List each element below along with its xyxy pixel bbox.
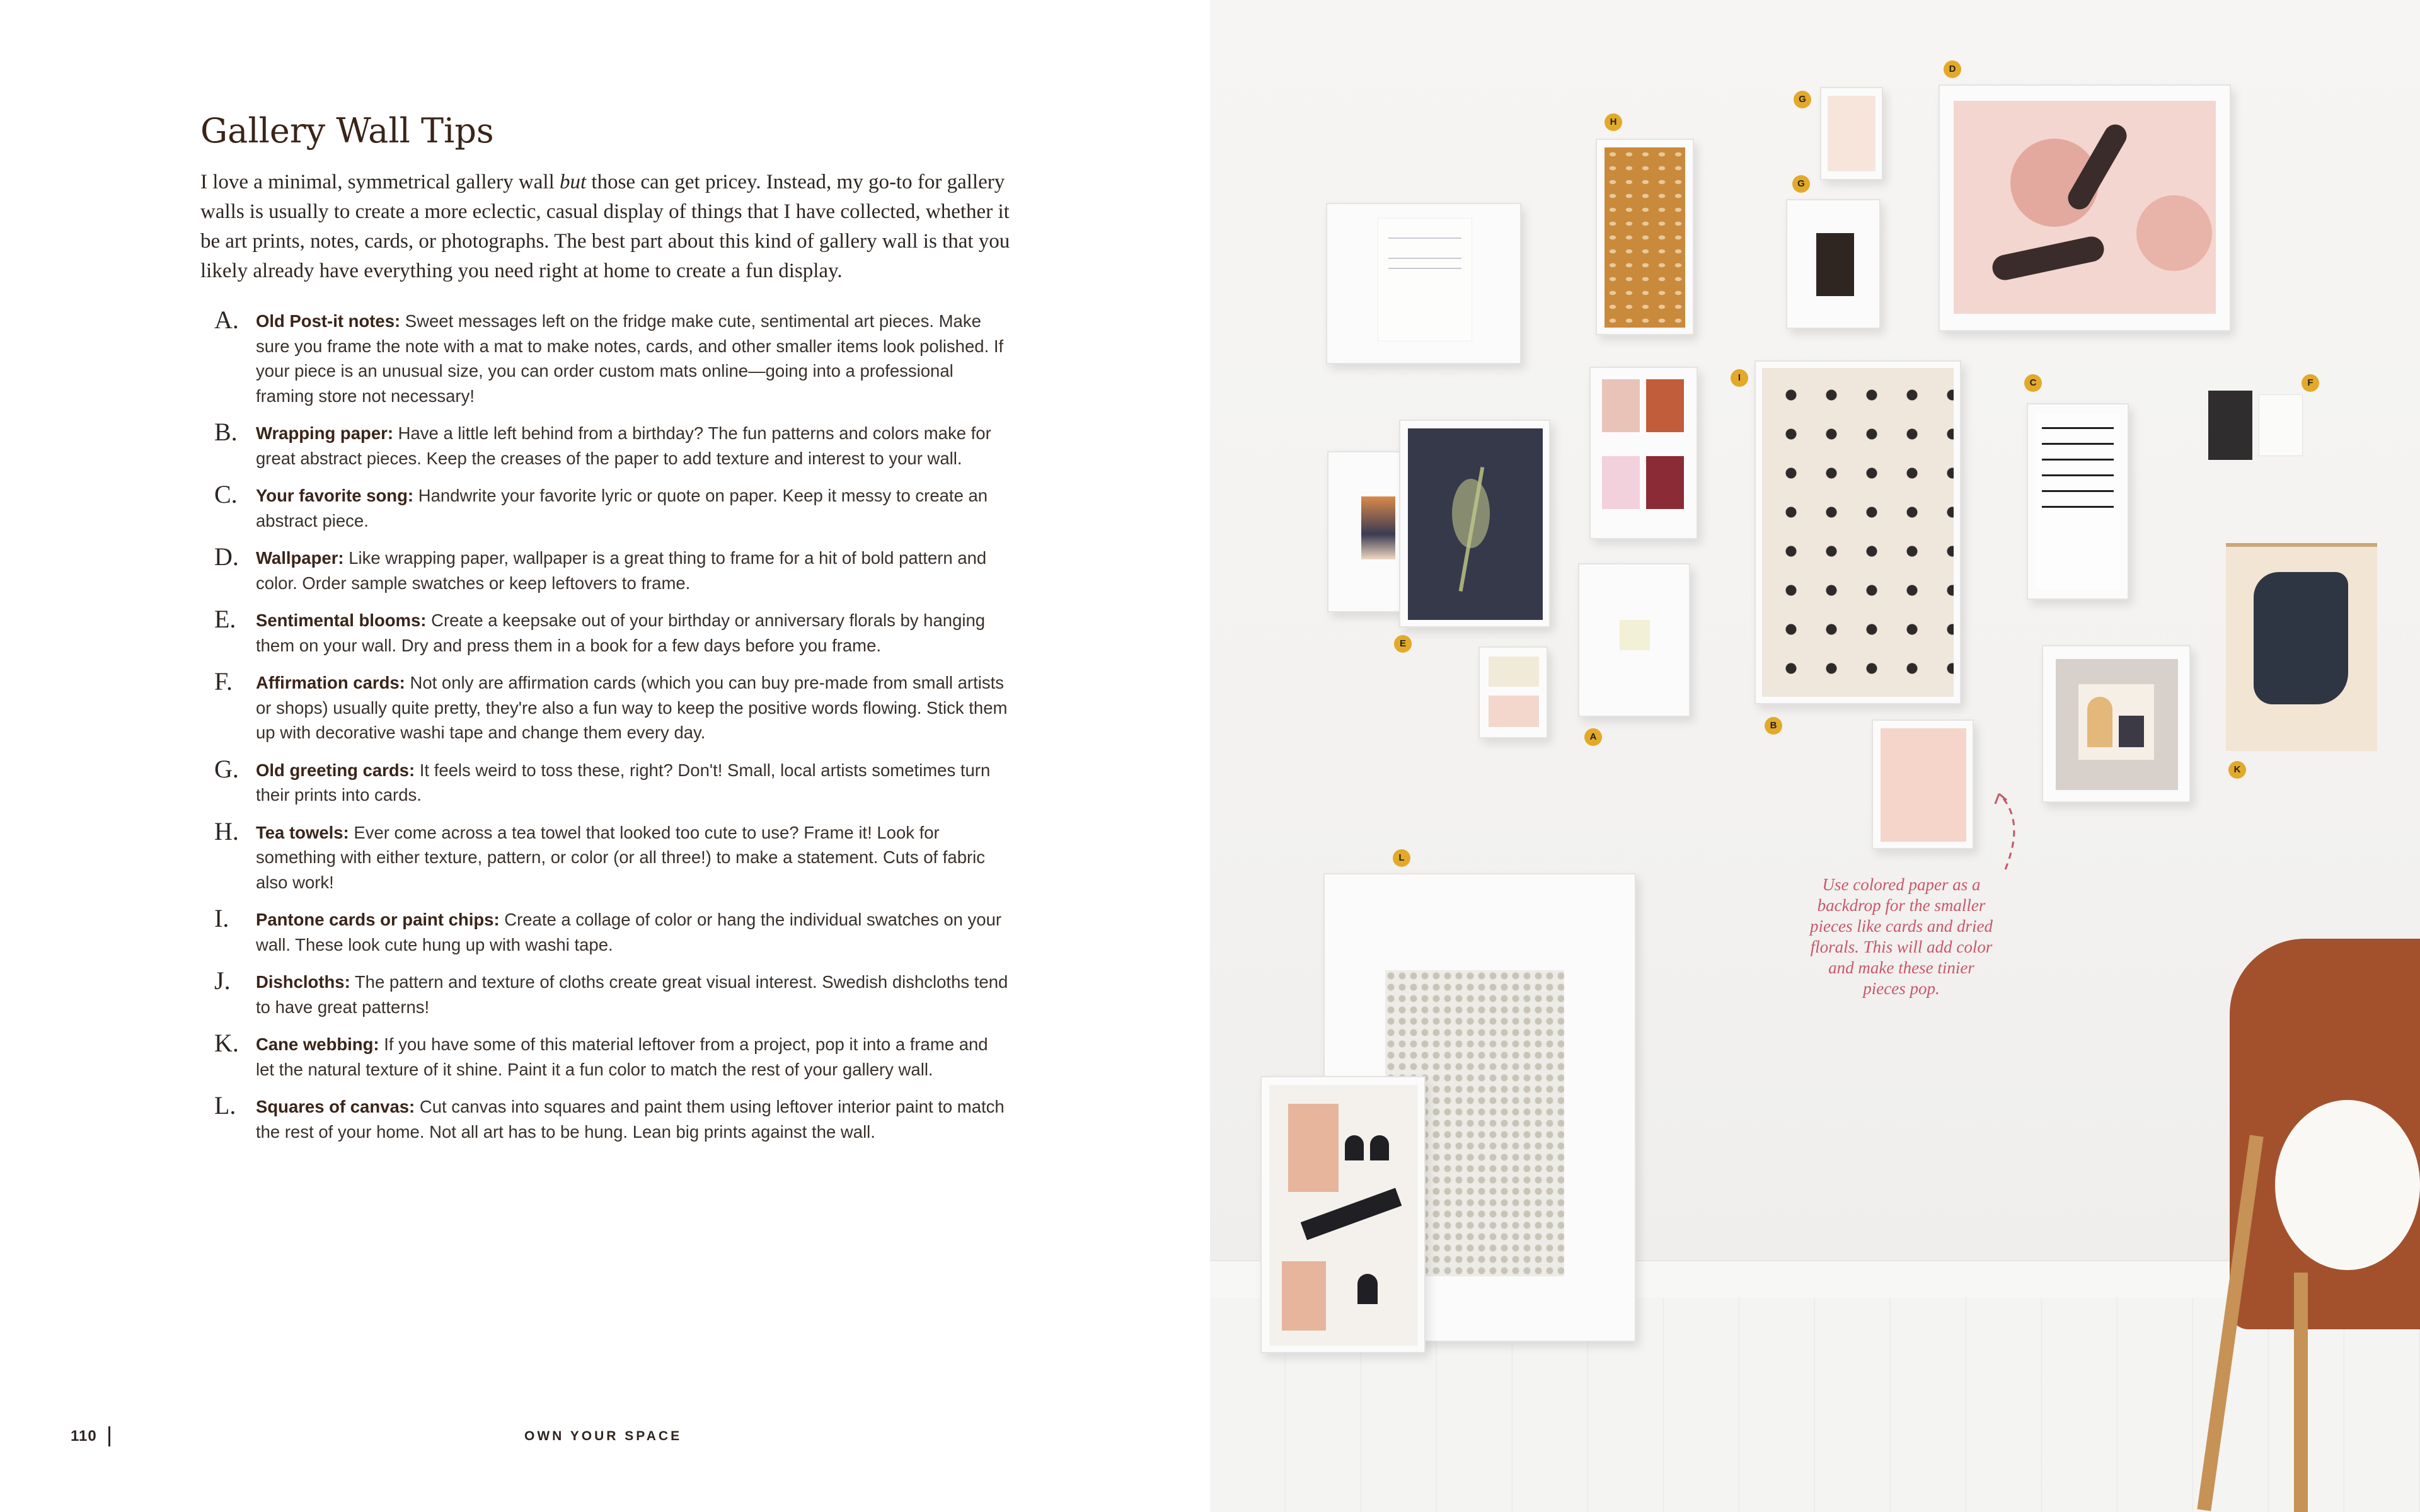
list-letter: D. (214, 542, 239, 571)
tip-text: Create a keepsake out of your birthday or anniversary florals by hanging them on your wall. Dry and press them in a book for a few days before you frame. (256, 610, 986, 655)
florals-art (1361, 496, 1395, 559)
list-letter: H. (214, 816, 239, 845)
list-item (214, 542, 1008, 595)
tip-heading: Affirmation cards: (256, 673, 405, 692)
wallpaper-art (1954, 101, 2216, 314)
tip-text: Create a collage of color or hang the individual swatches on your wall. These look cute hung up with washi tape. (256, 910, 1002, 954)
list-letter: E. (214, 605, 236, 633)
chair-leg (2294, 1273, 2308, 1512)
affirmation-card-dark (2208, 391, 2252, 460)
list-item (214, 605, 1008, 658)
dashed-arrow-icon (1980, 788, 2031, 876)
tip-heading: Wallpaper: (256, 548, 344, 568)
list-letter: G. (214, 754, 239, 783)
tip-heading: Old greeting cards: (256, 760, 415, 780)
tea-towel-art (1605, 147, 1685, 328)
label-badge-l: L (1393, 849, 1410, 867)
label-badge-g: G (1792, 175, 1810, 193)
frame-small-cards (1478, 646, 1548, 738)
intro-emphasis: but (560, 171, 587, 193)
pressed-blooms-art (1408, 428, 1543, 620)
label-badge-a: A (1584, 728, 1602, 746)
frame-song-lyric (2027, 403, 2129, 600)
frame-greeting-card-2 (1786, 199, 1881, 329)
list-item (214, 816, 1008, 895)
tip-heading: Wrapping paper: (256, 423, 393, 443)
page-number: 110 (71, 1428, 97, 1445)
tip-text: Ever come across a tea towel that looked too cute to use? Frame it! Look for something with either texture, pattern, or color (or all three!) to make a statement. Cuts of fabric also work! (256, 822, 986, 892)
label-badge-e: E (1394, 635, 1412, 653)
small-card-art (1489, 656, 1539, 687)
page-title: Gallery Wall Tips (200, 111, 494, 151)
list-letter: J. (214, 966, 231, 995)
list-letter: C. (214, 480, 238, 508)
song-lyric-art (2036, 413, 2120, 590)
tip-text: Cut canvas into squares and paint them using leftover interior paint to match the rest of your home. Not all art has to be hung. Lean big prints against the wall. (256, 1097, 1005, 1142)
tip-heading: Sentimental blooms: (256, 610, 427, 630)
cane-webbing-art (2056, 659, 2178, 790)
affirmation-card-light (2259, 394, 2303, 456)
wrapping-paper-art (1762, 368, 1954, 697)
tip-text: Have a little left behind from a birthday? The fun patterns and colors make for great abstract pieces. Keep the creases of the paper to add texture and interest to your wall. (256, 423, 991, 468)
frame-pressed-blooms (1399, 420, 1550, 627)
small-card-art (1489, 696, 1539, 727)
frame-leaning-abstract (1260, 1076, 1426, 1353)
intro-text-2: those can get pricey. Instead, my go-to for gallery walls is usually to create a more eclectic, casual display of things that I have collected, whether it be art prints, notes, cards, or photographs. The best part about this kind of gallery wall is that you likely already have everything you need right at home to create a fun display. (200, 171, 1010, 282)
tip-text: Not only are affirmation cards (which you can buy pre-made from small artists or shops) usually quite pretty, they're also a fun way to keep the positive words flowing. Stick them up with decorative washi tape and change them every day. (256, 673, 1008, 742)
list-item (214, 306, 1008, 408)
intro-text-1: I love a minimal, symmetrical gallery wall (200, 171, 560, 193)
label-badge-k: K (2228, 761, 2246, 779)
label-badge-d: D (1944, 60, 1961, 78)
label-badge-g: G (1794, 91, 1811, 108)
list-item (214, 1029, 1008, 1082)
frame-greeting-card-1 (1820, 87, 1883, 180)
list-letter: K. (214, 1029, 239, 1057)
intro-paragraph (200, 168, 1020, 286)
tip-text: If you have some of this material leftover from a project, pop it into a frame and let the natural texture of it shine. Paint it a fun color to match the rest of your gallery wall. (256, 1034, 988, 1079)
frame-colored-paper-backdrop (1872, 719, 1974, 849)
gallery-photo (1210, 0, 2420, 1512)
label-badge-b: B (1765, 717, 1782, 735)
list-item (214, 904, 1008, 957)
section-title: OWN YOUR SPACE (524, 1429, 683, 1443)
photo-caption: Use colored paper as a backdrop for the smaller pieces like cards and dried florals. This will add color and make these tinier pieces pop. (1810, 875, 1993, 998)
tip-text: It feels weird to toss these, right? Don't! Small, local artists sometimes turn their prints into cards. (256, 760, 991, 805)
pantone-swatch (1646, 379, 1684, 432)
frame-wallpaper (1939, 84, 2231, 331)
list-letter: I. (214, 904, 229, 932)
tip-heading: Squares of canvas: (256, 1097, 415, 1116)
greeting-card-art (1828, 96, 1876, 171)
tip-text: Sweet messages left on the fridge make cute, sentimental art pieces. Make sure you frame the note with a mat to make notes, cards, and other smaller items look polished. If your piece is an unusual size, you can order custom mats online—going into a professional framing store not necessary! (256, 311, 1004, 406)
list-letter: F. (214, 667, 233, 696)
footer-divider (108, 1426, 110, 1446)
pantone-swatch (1602, 379, 1640, 432)
list-item (214, 667, 1008, 745)
pantone-swatch (1646, 456, 1684, 509)
tip-text: Like wrapping paper, wallpaper is a great thing to frame for a hit of bold pattern and color. Order sample swatches or keep leftovers to frame. (256, 548, 987, 593)
frame-cane-webbing (2042, 645, 2191, 803)
frame-post-it-note (1578, 563, 1690, 717)
list-item (214, 418, 1008, 471)
list-item (214, 480, 1008, 533)
tips-list (214, 306, 1008, 1157)
frame-pantone-cards (1589, 367, 1698, 539)
list-letter: L. (214, 1091, 236, 1120)
post-it-note (1620, 620, 1650, 650)
list-item (214, 1091, 1008, 1144)
tip-heading: Cane webbing: (256, 1034, 379, 1054)
pantone-swatch (1602, 456, 1640, 509)
label-badge-f: F (2302, 374, 2319, 392)
frame-handwritten-letter (1326, 203, 1521, 364)
list-letter: B. (214, 418, 238, 446)
letter-paper (1378, 218, 1472, 341)
tip-heading: Pantone cards or paint chips: (256, 910, 500, 929)
tip-heading: Tea towels: (256, 822, 349, 842)
tip-text: The pattern and texture of cloths create great visual interest. Swedish dishcloths tend to have great patterns! (256, 972, 1008, 1017)
list-letter: A. (214, 306, 239, 334)
tip-heading: Your favorite song: (256, 486, 414, 505)
list-item (214, 966, 1008, 1019)
greeting-card-art (1816, 233, 1854, 296)
abstract-canvas (1269, 1085, 1418, 1346)
list-item (214, 754, 1008, 808)
label-badge-c: C (2024, 374, 2042, 392)
label-badge-h: H (1605, 113, 1622, 131)
chair-pillow (2275, 1100, 2420, 1270)
tip-text: Handwrite your favorite lyric or quote on paper. Keep it messy to create an abstract piece. (256, 486, 988, 530)
label-badge-i: I (1731, 369, 1748, 387)
hanging-canvas (2226, 543, 2377, 751)
tip-heading: Old Post-it notes: (256, 311, 401, 331)
tip-heading: Dishcloths: (256, 972, 350, 992)
frame-tea-towel (1596, 139, 1694, 335)
colored-paper (1881, 728, 1966, 842)
frame-wrapping-paper (1754, 360, 1961, 704)
